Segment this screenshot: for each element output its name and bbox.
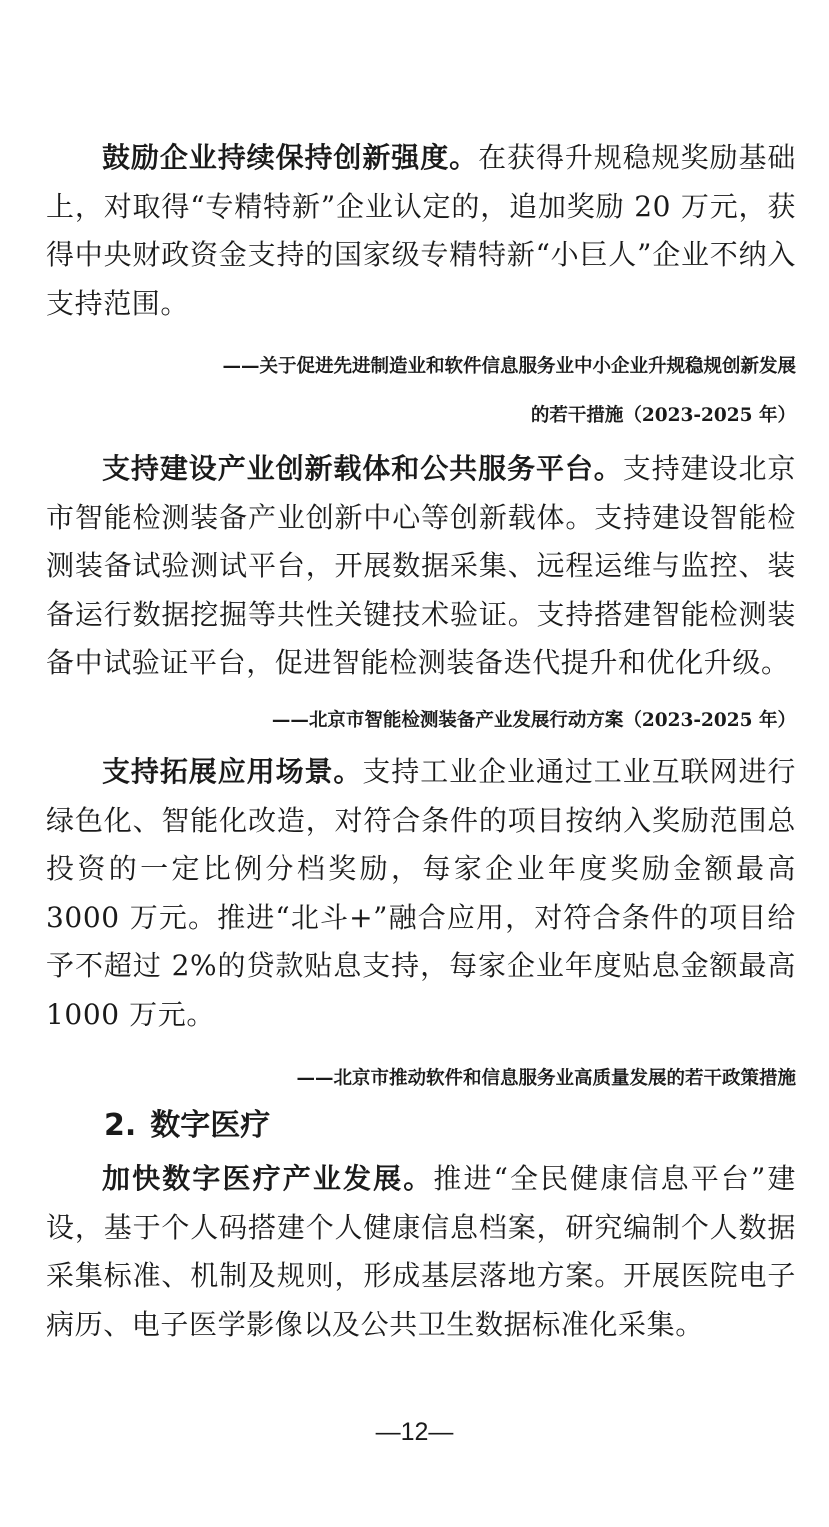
paragraph-lead: 支持建设产业创新载体和公共服务平台。 (102, 452, 623, 485)
paragraph-digital-medical (46, 1155, 796, 1349)
paragraph-lead: 支持拓展应用场景。 (102, 755, 363, 788)
paragraph-body: 在获得升规稳规奖励基础上，对取得“专精特新”企业认定的，追加奖励 20 万元，获得中央财政资金支持的国家级专精特新“小巨人”企业不纳入支持范围。 (46, 141, 796, 320)
section-number: 2. (104, 1108, 137, 1143)
page-number: —12— (375, 1418, 454, 1446)
section-title: 数字医疗 (150, 1108, 271, 1143)
source-citation-line: 的若干措施（2023-2025 年） (530, 405, 796, 426)
paragraph-body: 推进“全民健康信息平台”建设，基于个人码搭建个人健康信息档案，研究编制个人数据采集标准、机制及规则，形成基层落地方案。开展医院电子病历、电子医学影像以及公共卫生数据标准化采集。 (46, 1162, 796, 1341)
source-citation-line: ——北京市智能检测装备产业发展行动方案（2023-2025 年） (271, 710, 796, 731)
paragraph-body: 支持建设北京市智能检测装备产业创新中心等创新载体。支持建设智能检测装备试验测试平台，开展数据采集、远程运维与监控、装备运行数据挖掘等共性关键技术验证。支持搭建智能检测装备中试验证平台，促进智能检测装备迭代提升和优化升级。 (46, 452, 796, 679)
paragraph-innovation-intensity (46, 134, 796, 328)
paragraph-innovation-platform (46, 445, 796, 688)
source-citation-line: ——北京市推动软件和信息服务业高质量发展的若干政策措施 (296, 1068, 796, 1089)
paragraph-lead: 加快数字医疗产业发展。 (102, 1162, 434, 1195)
source-citation-line: ——关于促进先进制造业和软件信息服务业中小企业升规稳规创新发展 (222, 356, 796, 377)
section-heading (104, 1102, 270, 1150)
paragraph-application-scenarios (46, 748, 796, 1039)
paragraph-body: 支持工业企业通过工业互联网进行绿色化、智能化改造，对符合条件的项目按纳入奖励范围总投资的一定比例分档奖励，每家企业年度奖励金额最高 3000 万元。推进“北斗+”融合应用，对符合条件的项目给予不超过 2%的贷款贴息支持，每家企业年度贴息金额最高 1000 万元。 (46, 755, 796, 1031)
paragraph-lead: 鼓励企业持续保持创新强度。 (102, 141, 479, 174)
